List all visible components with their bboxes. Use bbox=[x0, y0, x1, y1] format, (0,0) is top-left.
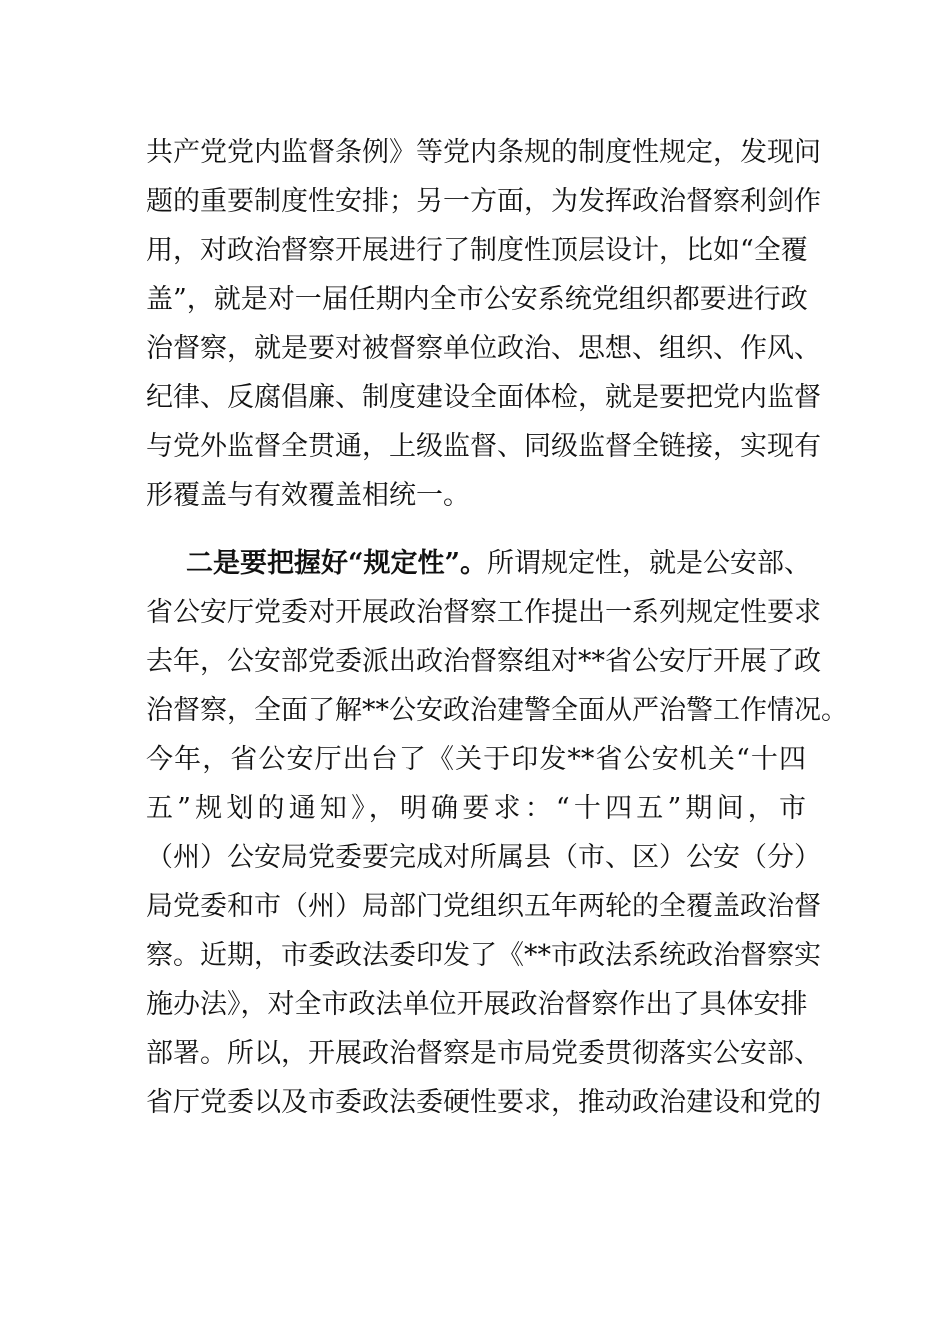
text-line: 去年，公安部党委派出政治督察组对**省公安厅开展了政 bbox=[146, 646, 821, 677]
paragraph-2 bbox=[146, 539, 848, 1127]
text-line: 共产党党内监督条例》等党内条规的制度性规定，发现问 bbox=[146, 137, 821, 168]
text-line: 局党委和市（州）局部门党组织五年两轮的全覆盖政治督 bbox=[146, 891, 821, 922]
text-line: （州）公安局党委要完成对所属县（市、区）公安（分） bbox=[146, 842, 821, 873]
text-line: 今年，省公安厅出台了《关于印发**省公安机关“十四 bbox=[146, 744, 806, 775]
paragraph-1 bbox=[146, 128, 821, 520]
heading-continuation: 所谓规定性，就是公安部、 bbox=[487, 548, 812, 579]
text-line: 纪律、反腐倡廉、制度建设全面体检，就是要把党内监督 bbox=[146, 382, 821, 413]
text-line: 省公安厅党委对开展政治督察工作提出一系列规定性要求 bbox=[146, 597, 821, 628]
text-line: 题的重要制度性安排；另一方面，为发挥政治督察利剑作 bbox=[146, 186, 821, 217]
text-line: 形覆盖与有效覆盖相统一。 bbox=[146, 480, 470, 511]
text-line: 用，对政治督察开展进行了制度性顶层设计，比如“全覆 bbox=[146, 235, 808, 266]
text-line: 盖”，就是对一届任期内全市公安系统党组织都要进行政 bbox=[146, 284, 808, 315]
text-line: 治督察，就是要对被督察单位政治、思想、组织、作风、 bbox=[146, 333, 821, 364]
text-line: 五”规划的通知》，明确要求：“十四五”期间，市 bbox=[146, 793, 806, 824]
paragraph-heading: 二是要把握好“规定性”。 bbox=[186, 548, 488, 579]
text-line: 治督察，全面了解**公安政治建警全面从严治警工作情况。 bbox=[146, 695, 848, 726]
text-line: 察。近期，市委政法委印发了《**市政法系统政治督察实 bbox=[146, 940, 821, 971]
text-line: 施办法》，对全市政法单位开展政治督察作出了具体安排 bbox=[146, 989, 808, 1020]
text-line: 部署。所以，开展政治督察是市局党委贯彻落实公安部、 bbox=[146, 1038, 821, 1069]
text-line: 与党外监督全贯通，上级监督、同级监督全链接，实现有 bbox=[146, 431, 821, 462]
text-line: 省厅党委以及市委政法委硬性要求，推动政治建设和党的 bbox=[146, 1087, 821, 1118]
text-line-first bbox=[146, 539, 812, 588]
